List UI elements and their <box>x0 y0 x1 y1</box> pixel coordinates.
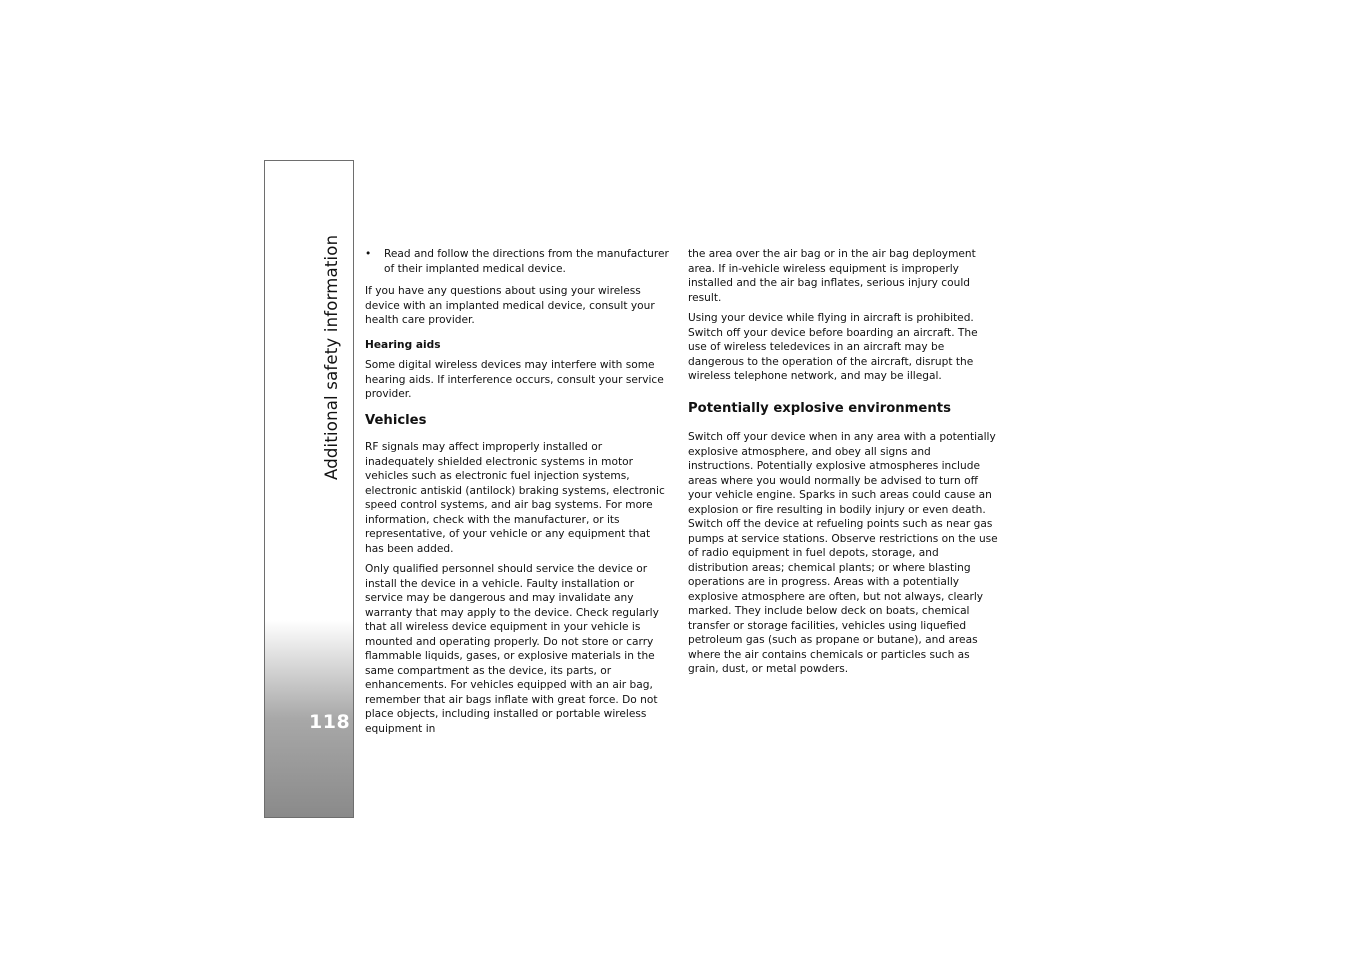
bullet-icon: • <box>365 248 372 260</box>
hearing-aids-heading: Hearing aids <box>365 338 441 351</box>
paragraph-hearing: Some digital wireless devices may interfere with some hearing aids. If interference occurs, consult your service provider. <box>365 359 664 400</box>
paragraph-explosive: Switch off your device when in any area with a potentially explosive atmosphere, and obey all signs and instructions. Potentially explosive atmospheres include areas where you would normally be advised to turn off your vehicle engine. Sparks in such areas could cause an explosion or fire resulting in bodily injury or even death. Switch off the device at refueling points such as near gas pumps at service stations. Observe restrictions on the use of radio equipment in fuel depots, storage, and distribution areas; chemical plants; or where blasting operations are in progress. Areas with a potentially explosive atmosphere are often, but not always, clearly marked. They include below deck on boats, chemical transfer or storage facilities, vehicles using liquefied petroleum gas (such as propane or butane), and areas where the air contains chemicals or particles such as grain, dust, or metal powders. <box>688 431 998 675</box>
section-title: Additional safety information <box>322 234 341 480</box>
bullet-item <box>365 247 670 276</box>
paragraph-implant: If you have any questions about using your wireless device with an implanted medical device, consult your health care provider. <box>365 285 655 326</box>
page-number: 118 <box>309 711 351 733</box>
paragraph-vehicles-2: Only qualified personnel should service the device or install the device in a vehicle. Faulty installation or service may be dangerous and may invalidate any warranty that may apply to the device. Check regularly that all wireless device equipment in your vehicle is mounted and operating properly. Do not store or carry flammable liquids, gases, or explosive materials in the same compartment as the device, its parts, or enhancements. For vehicles equipped with an air bag, remember that air bags inflate with great force. Do not place objects, including installed or portable wireless equipment in <box>365 563 659 735</box>
right-column <box>688 247 998 683</box>
left-column <box>365 247 670 742</box>
vehicles-heading: Vehicles <box>365 412 427 428</box>
paragraph-vehicles-1: RF signals may affect improperly installed or inadequately shielded electronic systems in motor vehicles such as electronic fuel injection systems, electronic antiskid (antilock) braking systems, electronic speed control systems, and air bag systems. For more information, check with the manufacturer, or its representative, of your vehicle or any equipment that has been added. <box>365 441 665 555</box>
paragraph-airbag: the area over the air bag or in the air bag deployment area. If in-vehicle wireless equipment is improperly installed and the air bag inflates, serious injury could result. <box>688 248 976 304</box>
paragraph-aircraft: Using your device while flying in aircraft is prohibited. Switch off your device before boarding an aircraft. The use of wireless teledevices in an aircraft may be dangerous to the operation of the aircraft, disrupt the wireless telephone network, and may be illegal. <box>688 312 978 382</box>
explosive-environments-heading: Potentially explosive environments <box>688 400 951 416</box>
bullet-text: Read and follow the directions from the manufacturer of their implanted medical device. <box>384 248 669 275</box>
